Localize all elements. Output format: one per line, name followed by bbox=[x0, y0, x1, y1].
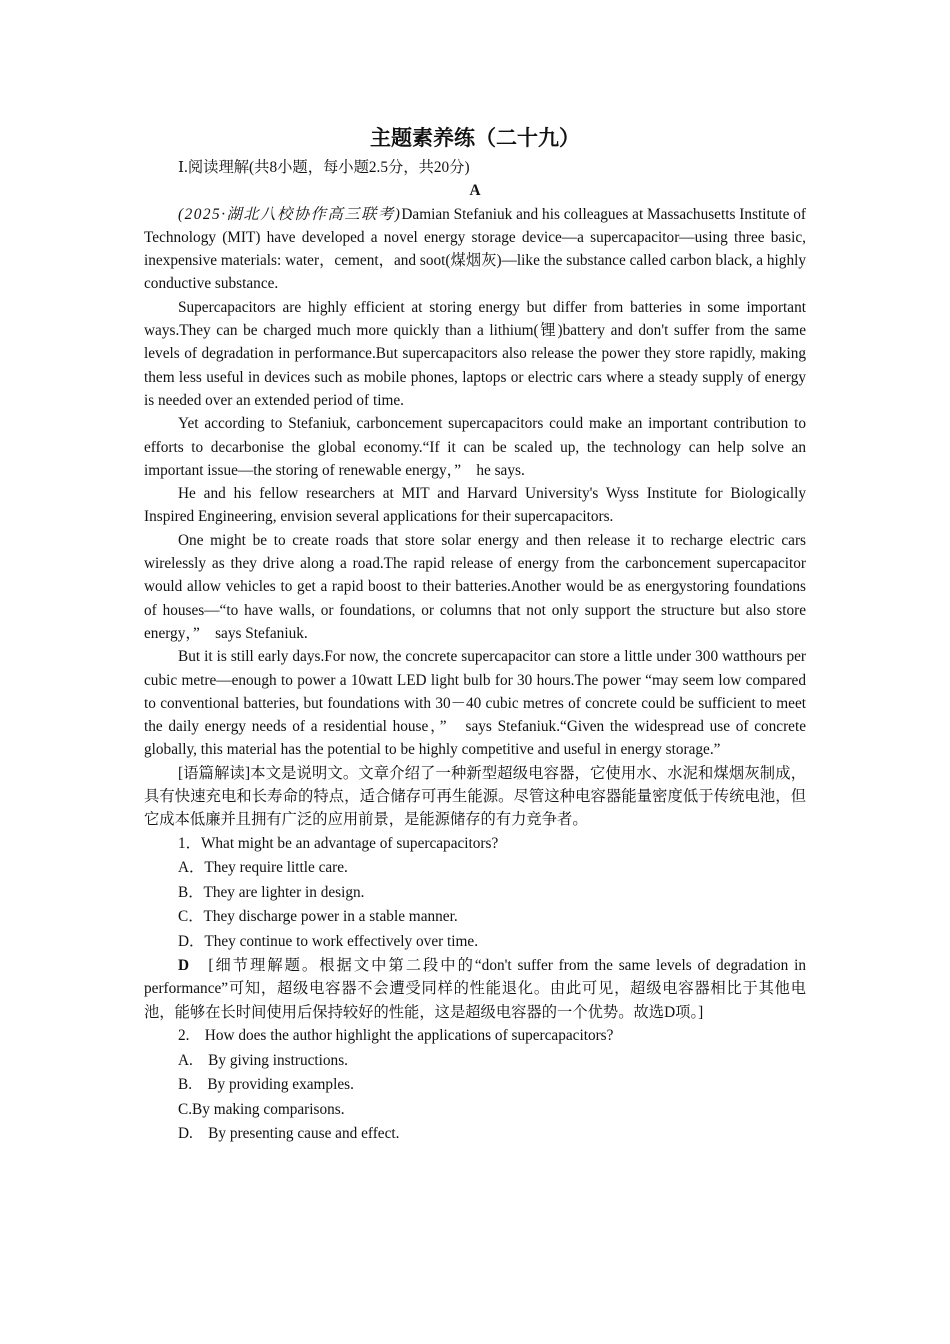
analysis-text: 本文是说明文。文章介绍了一种新型超级电容器，它使用水、水泥和煤烟灰制成，具有快速充电和长寿命的特点，适合储存可再生能源。尽管这种电容器能量密度低于传统电池，但它成本低廉并且拥有广泛的应用前景，是能源储存的有力竞争者。 bbox=[144, 764, 806, 829]
option-b: B．They are lighter in design. bbox=[178, 883, 365, 901]
passage-paragraph-1-text: Damian Stefaniuk and his colleagues at Massachusetts Institute of Technology (MIT) have developed a novel energy storage device—a supercapacitor—using three basic, inexpensive materials: water，cement，and soot(煤烟灰)—like the substance called carbon black, a highly conductive substance. bbox=[144, 205, 807, 293]
passage-paragraph-3: Yet according to Stefaniuk, carboncement supercapacitors could make an important contribution to efforts to decarbonise the global economy.“If it can be scaled up, the technology can help solve an important issue—the storing of renewable energy，” he says. bbox=[144, 415, 806, 479]
answer-explanation bbox=[144, 954, 806, 1024]
passage-paragraph-6: But it is still early days.For now, the concrete supercapacitor can store a little under 300 watthours per cubic metre—enough to power a 10watt LED light bulb for 30 hours.The power “may seem low compared to conventional batteries, but foundations with 30－40 cubic metres of concrete could be sufficient to meet the daily energy needs of a residential house，” says Stefaniuk.“Given the widespread use of concrete globally, this material has the potential to be highly competitive and useful in energy storage.” bbox=[144, 648, 806, 759]
passage-paragraph-2: Supercapacitors are highly efficient at storing energy but differ from batteries in some important ways.They can be charged much more quickly than a lithium(锂)battery and don't suffer from the same levels of degradation in performance.But supercapacitors also release the power they store rapidly, making them less useful in devices such as mobile phones, laptops or electric cars where a steady supply of energy is needed over an extended period of time. bbox=[144, 298, 806, 409]
option-a: A. By giving instructions. bbox=[178, 1051, 348, 1069]
passage-paragraph-4: He and his fellow researchers at MIT and Harvard University's Wyss Institute for Biologically Inspired Engineering, envision several applications for their supercapacitors. bbox=[144, 485, 806, 526]
page-title: 主题素养练（二十九） bbox=[370, 126, 580, 150]
option-d: D. By presenting cause and effect. bbox=[178, 1125, 400, 1142]
passage bbox=[144, 203, 806, 762]
question-1 bbox=[144, 832, 806, 1024]
option-c: C．They discharge power in a stable manner. bbox=[178, 908, 458, 926]
option-b: B. By providing examples. bbox=[178, 1076, 354, 1093]
option-d: D．They continue to work effectively over time. bbox=[178, 932, 479, 950]
passage-paragraph-5: One might be to create roads that store solar energy and then release it to recharge electric cars wirelessly as they drive along a road.The rapid release of energy from the carboncement supercapacitor would allow vehicles to get a rapid boost to their batteries.Another would be as energystoring foundations of houses—“to have walls, or foundations, or columns that not only support the structure but also store energy，” says Stefaniuk. bbox=[144, 531, 806, 642]
analysis-label: [语篇解读] bbox=[178, 764, 251, 782]
discourse-analysis bbox=[144, 762, 806, 832]
section-heading: Ⅰ.阅读理解(共8小题，每小题2.5分，共20分) bbox=[178, 159, 470, 176]
part-letter: A bbox=[469, 182, 481, 200]
answer-letter: D bbox=[178, 957, 190, 975]
passage-paragraph-1 bbox=[144, 203, 806, 296]
option-a: A．They require little care. bbox=[178, 859, 348, 877]
question-stem: 2. How does the author highlight the applications of supercapacitors? bbox=[178, 1027, 614, 1044]
passage-source: (2025·湖北八校协作高三联考) bbox=[178, 205, 402, 223]
explanation-text: [细节理解题。根据文中第二段中的“don't suffer from the same levels of degradation in performance”可知，超级电容器不会遭受同样的性能退化。由此可见，超级电容器相比于其他电池，能够在长时间使用后保持较好的性能，这是超级电容器的一个优势。故选D项。] bbox=[144, 957, 806, 1021]
option-c: C.By making comparisons. bbox=[178, 1100, 345, 1118]
question-stem: 1．What might be an advantage of supercapacitors? bbox=[178, 834, 499, 852]
question-2 bbox=[144, 1024, 806, 1147]
